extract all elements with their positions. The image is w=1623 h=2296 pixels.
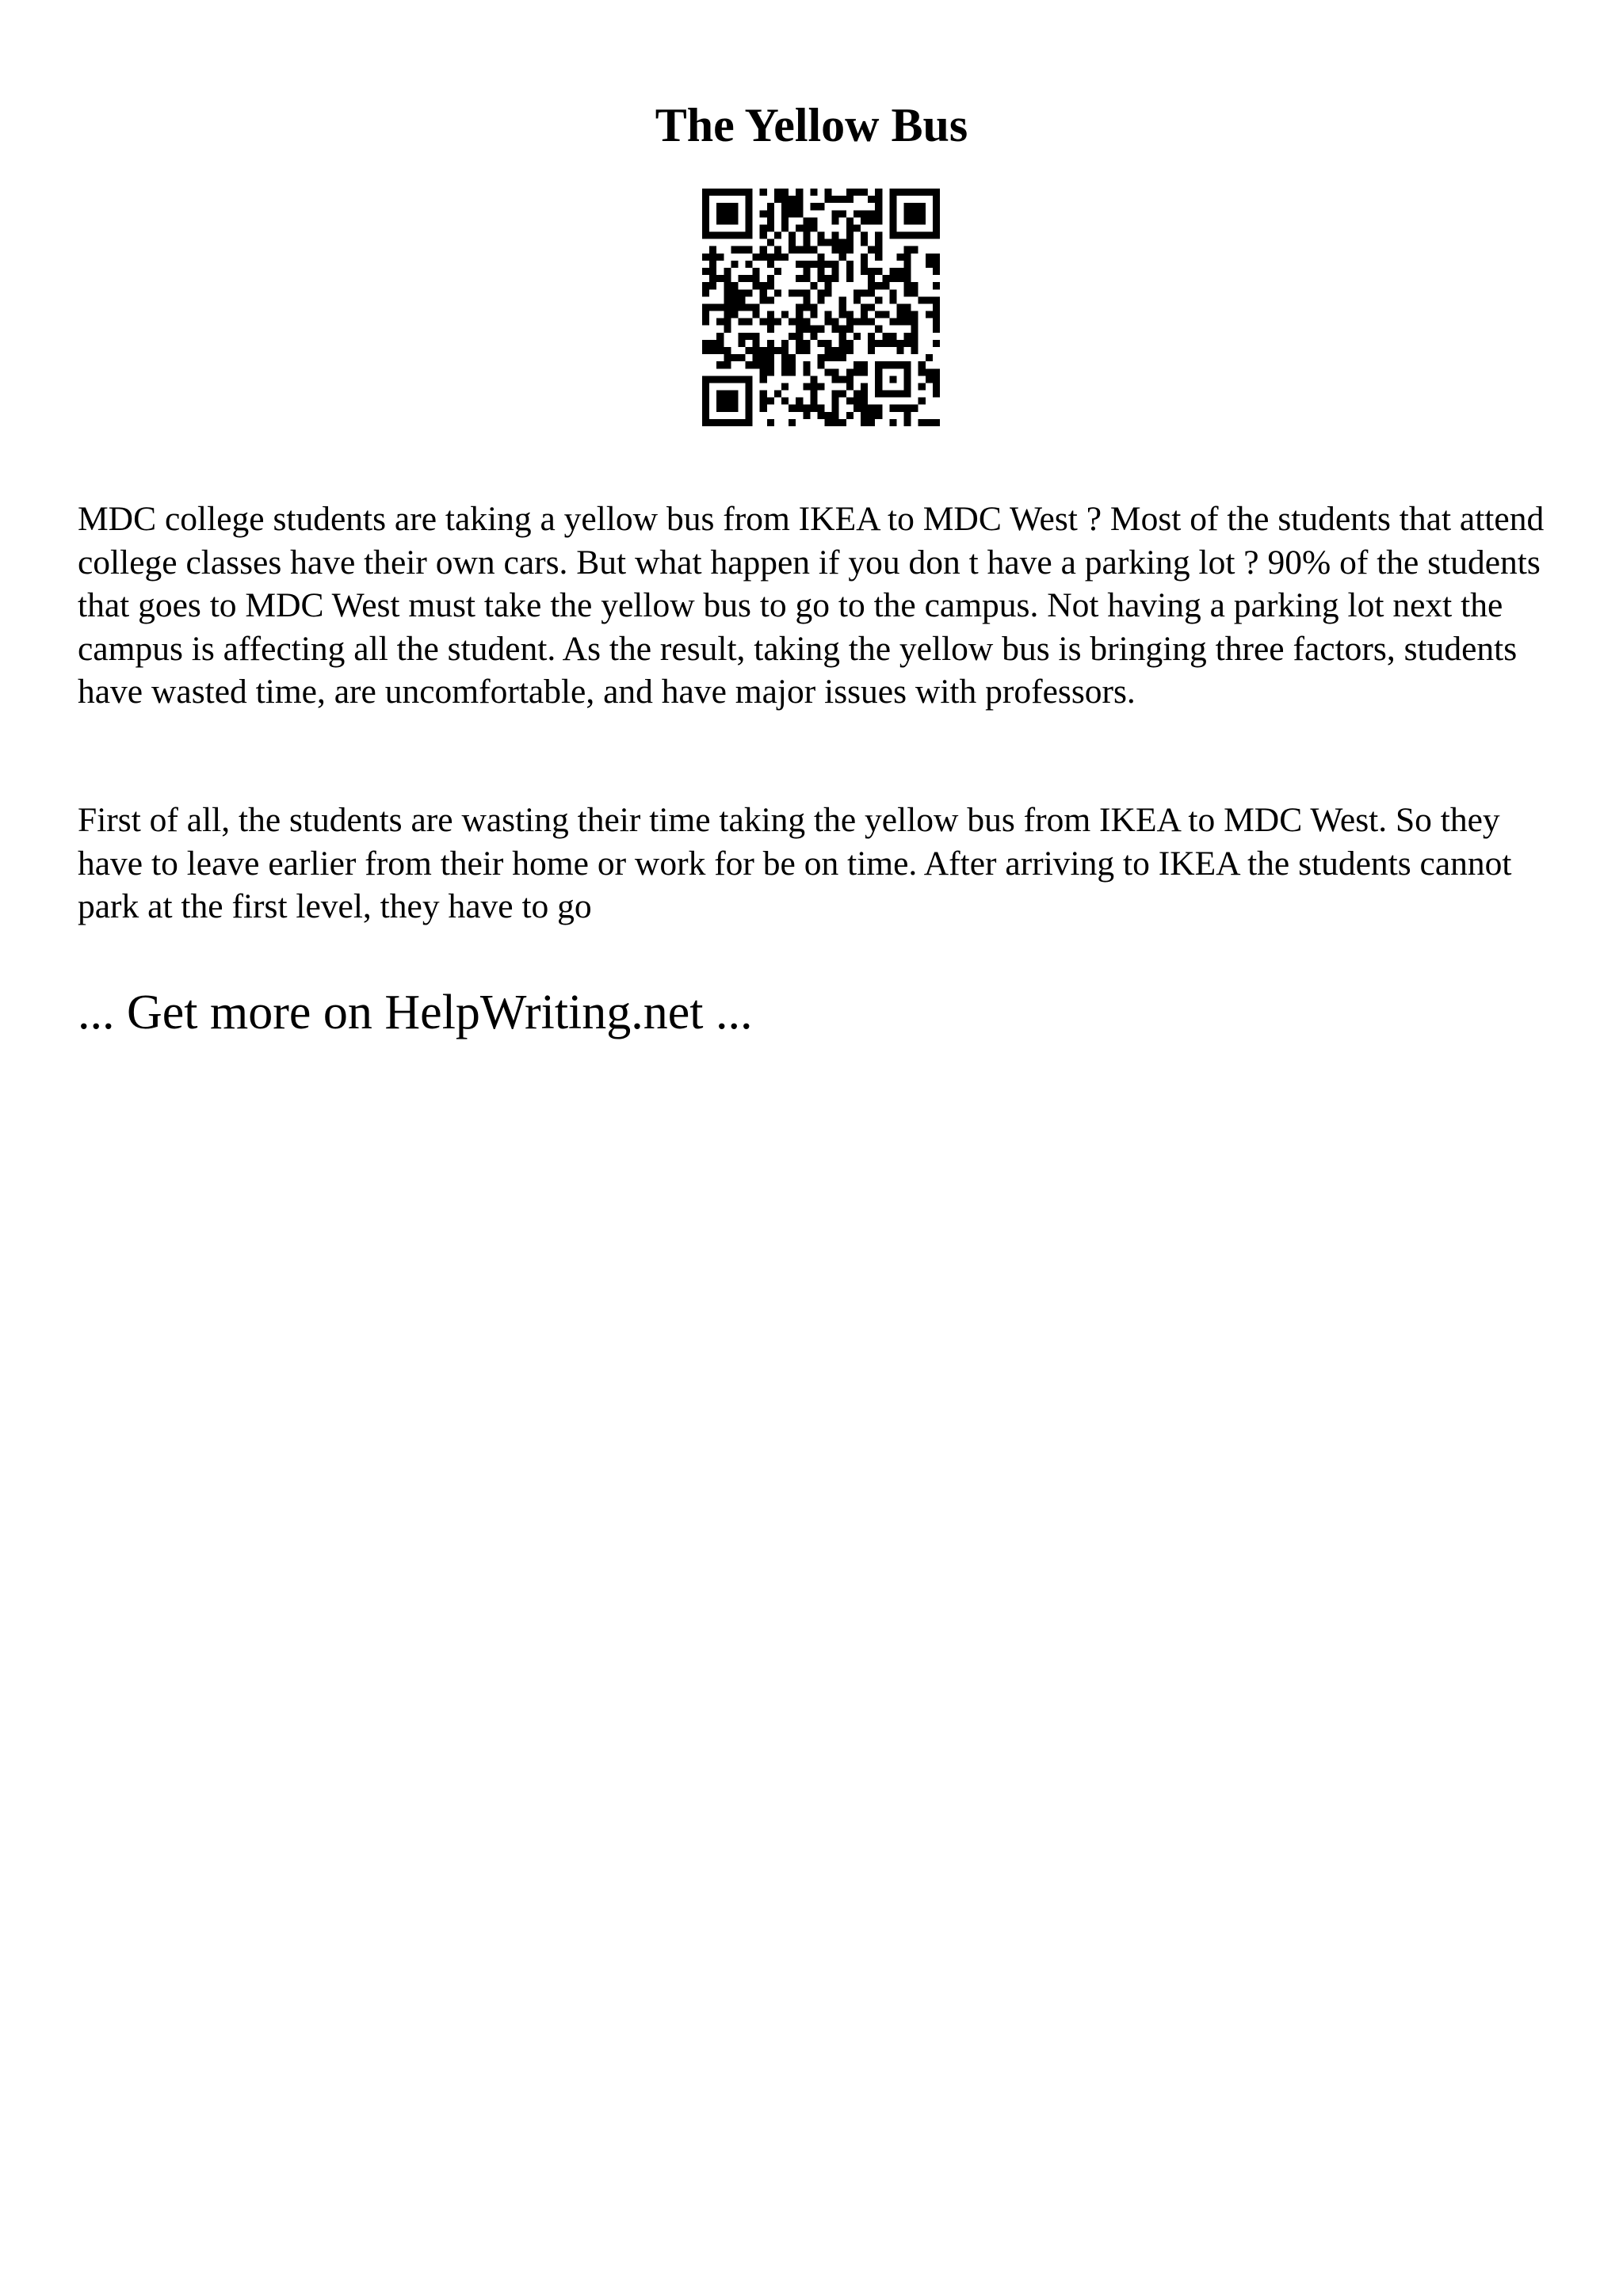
qr-code-icon — [702, 189, 940, 426]
paragraph-first-point: First of all, the students are wasting their time taking the yellow bus from IKEA to MDC West. So they have to leave earlier from their home or work for be on time. After arriving to IKEA the students cannot park at the first level, they have to go — [78, 801, 1512, 925]
get-more-link[interactable]: ... Get more on HelpWriting.net ... — [78, 986, 753, 1039]
document-title: The Yellow Bus — [655, 99, 968, 151]
paragraph-intro: MDC college students are taking a yellow bus from IKEA to MDC West ? Most of the students that attend college classes have their own cars. But what happen if you don t have a parking lot ? 90% of the students that goes to MDC West must take the yellow bus to go to the campus. Not having a parking lot next the campus is affecting all the student. As the result, taking the yellow bus is bringing three factors, students have wasted time, are uncomfortable, and have major issues with professors. — [78, 500, 1545, 711]
